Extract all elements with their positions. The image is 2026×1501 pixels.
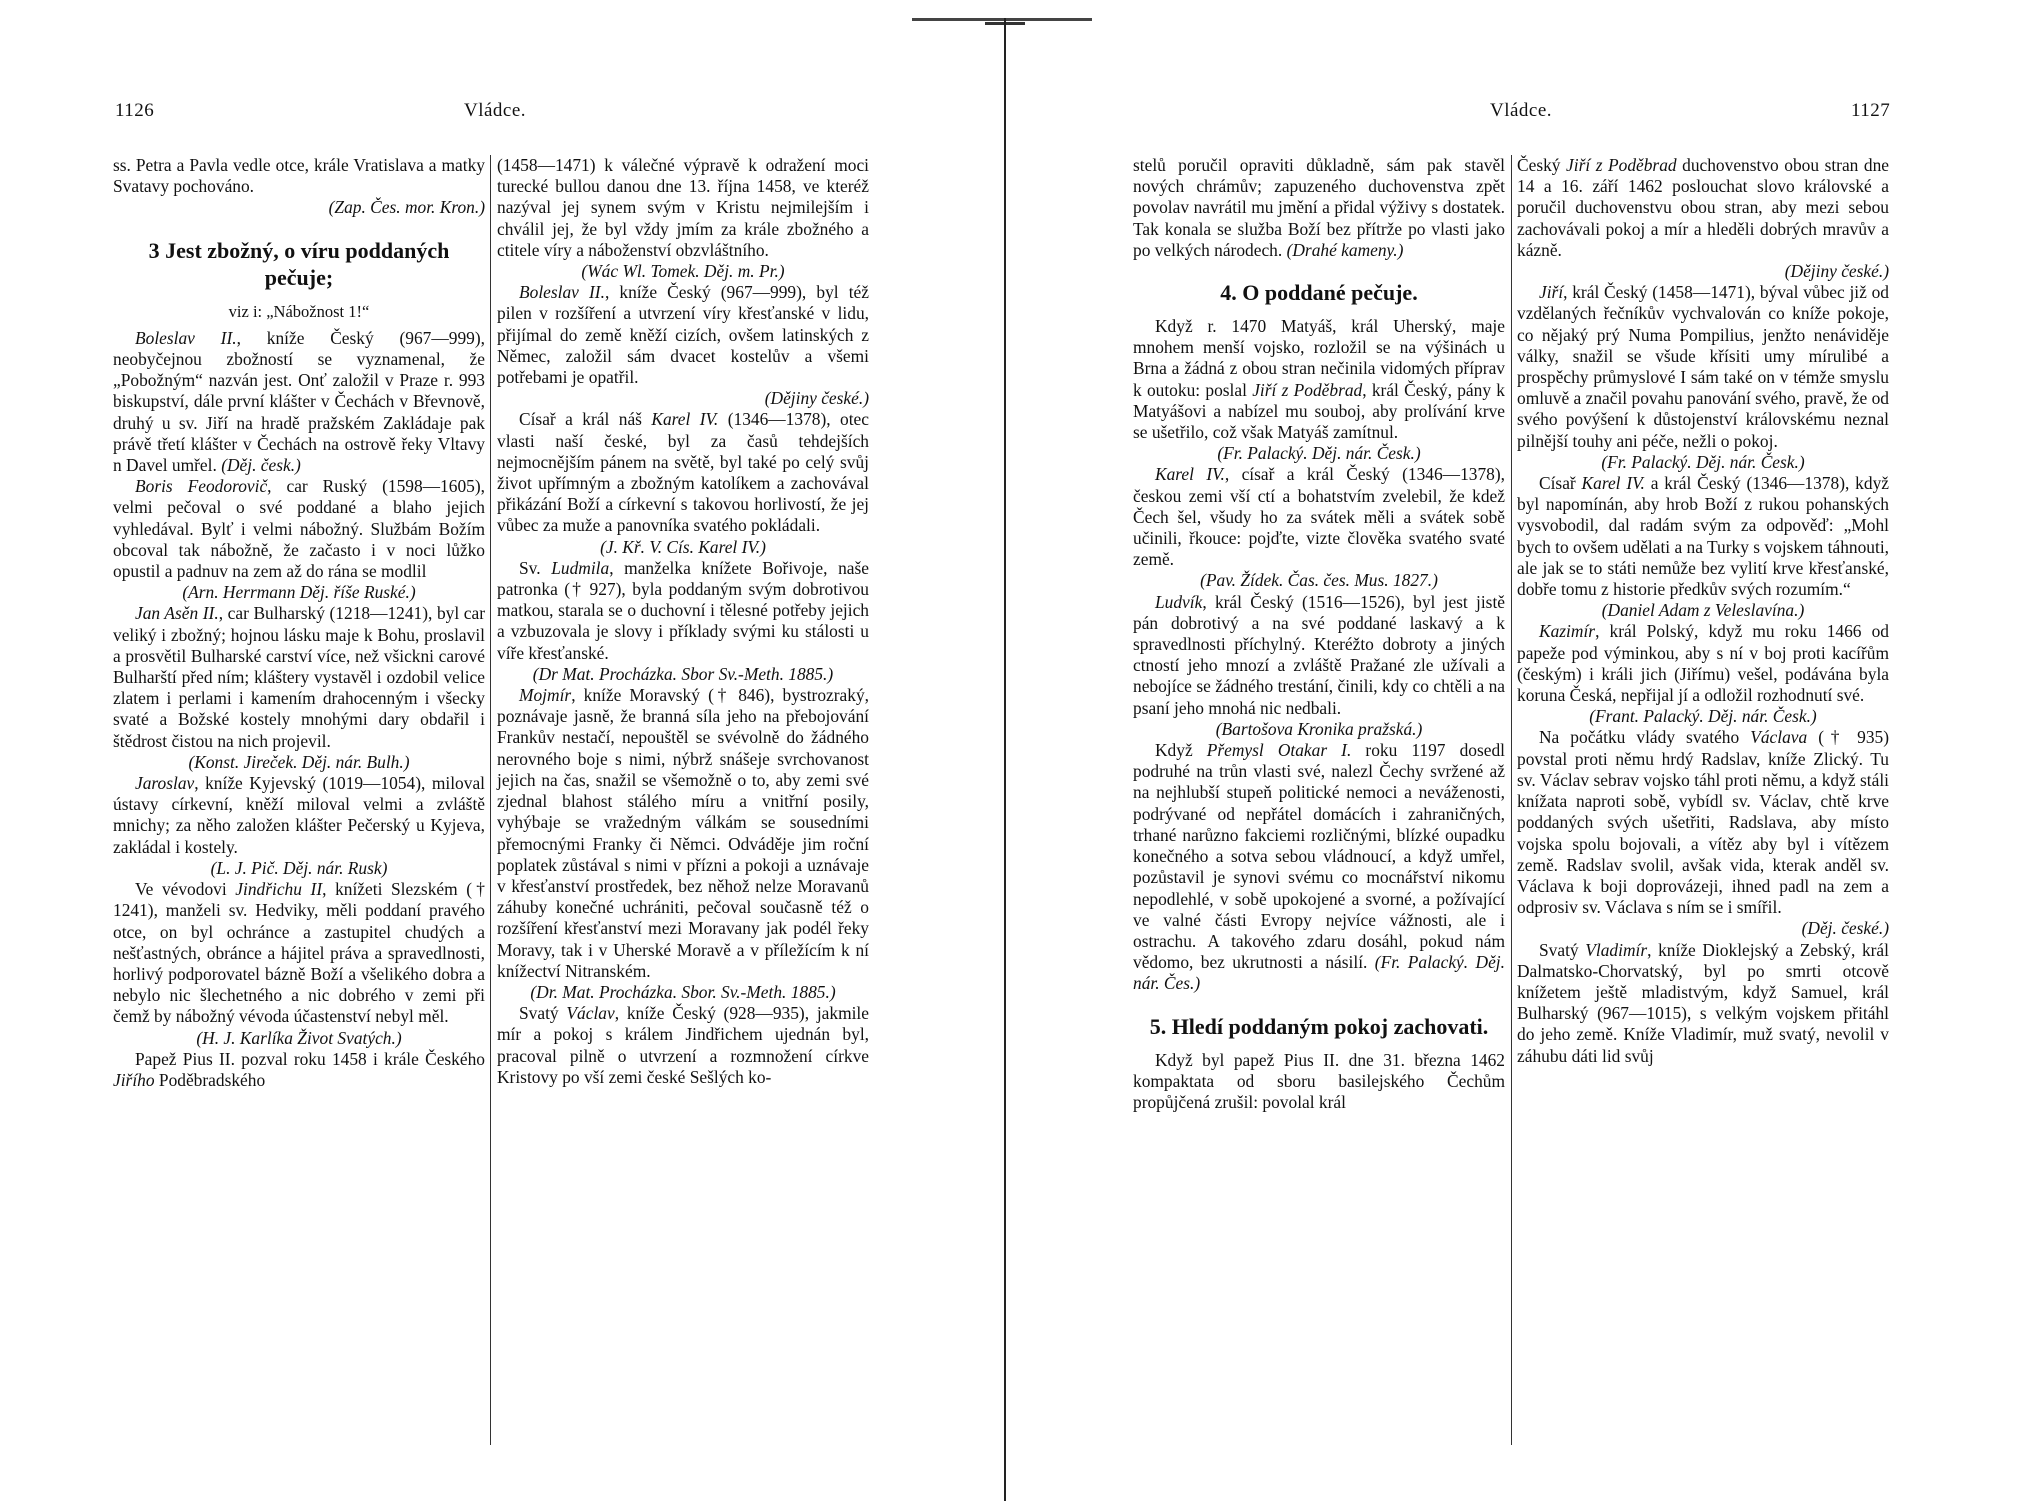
paragraph: Boleslav II., kníže Český (967—999), byl též pilen v rozšíření a utvrzení víry křesťanské v lidu, přijímal do země kněží cizích, ovšem latinských z Němec, založil sám dvacet kostelův a všemi potřebami je opatřil. xyxy=(497,282,869,388)
paragraph: Císař a král náš Karel IV. (1346—1378), otec vlasti naší české, byl za časů tehdejších nejmocnějším pánem na světě, byl také po celý svůj život upřímným a zbožným katolíkem a zachovával přikázání Boží a církevní s takovou horlivostí, že jej vůbec za muže a panovníka svatého pokládali. xyxy=(497,409,869,536)
paragraph: Císař Karel IV. a král Český (1346—1378), když byl napomínán, aby hrob Boží z rukou pohanských vysvobodil, dal radám svým za odpověď: „Mohl bych to ovšem udělati a na Turky s vojskem táhnouti, ale jak se to státi nemůže bez vylití krve křesťanské, dobře tomu z historie předkův svých rozumím.“ xyxy=(1517,473,1889,600)
paragraph: Když Přemysl Otakar I. roku 1197 dosedl podruhé na trůn vlasti své, nalezl Čechy svržené až na nejhlubší stupeň politické nemoci a neváženosti, podrývané od nepřátel domácích i zahraničných, trhané narůzno fakciemi rozličnými, blízké oupadku konečného a sotva sebou vládnoucí, a když umřel, pozůstavil je synovi svému co mocnářství nikomu nepodlehlé, v sobě upokojené a svorné, a požívající ve valné části Evropy nejvíce vážnosti, ale i ostrachu. A takového zdaru dosáhl, pokud nám vědomo, bez ukrutnosti a násilí. (Fr. Palacký. Děj. nár. Čes.) xyxy=(1133,740,1505,994)
paragraph: Papež Pius II. pozval roku 1458 i krále Českého Jiřího Poděbradského xyxy=(113,1048,485,1090)
left-page xyxy=(0,0,1000,1501)
running-head: Vládce. xyxy=(464,100,527,121)
source-citation: (Konst. Jireček. Děj. nár. Bulh.) xyxy=(188,751,410,772)
paragraph: Když r. 1470 Matyáš, král Uherský, maje mnohem menší vojsko, rozložil se na výšinách u Brna a žádná z obou stran nečinila vidomých příprav k outoku: poslal Jiří z Poděbrad, král Český, pány k Matyášovi a nabízel mu souboj, aby prolívání krve se ušetřilo, což však Matyáš zamítnul. xyxy=(1133,316,1506,443)
right-page xyxy=(1005,0,2026,1501)
paragraph: Svatý Vladimír, kníže Dioklejský a Zebský, král Dalmatsko-Chorvatský, byl po smrti otcově knížetem ještě mladistvým, když Samuel, král Bulharský (967—1015), s velkým vojskem přitáhl do jeho země. Kníže Vladimír, muž svatý, nevolil v záhubu dáti lid svůj xyxy=(1517,939,1889,1066)
paragraph: Český Jiří z Poděbrad duchovenstvo obou stran dne 14 a 16. září 1462 poslouchat slovo královské a poručil duchovenstvu obou stran, aby mezi sebou zachovávali pokoj a mír a hleděli dobrých mravův a kázně. xyxy=(1517,155,1890,260)
source-citation: (Frant. Palacký. Děj. nár. Česk.) xyxy=(1589,706,1817,727)
left-page-column-1 xyxy=(113,155,485,1091)
source-citation: (J. Kř. V. Cís. Karel IV.) xyxy=(600,536,766,557)
paragraph: Boris Feodorovič, car Ruský (1598—1605), velmi pečoval o své poddané a blaho jejich vyhledával. Bylť i velmi nábožný. Službám Božím obcoval tak nábožně, že začasto i v noci lůžko opustil a padnuv na zem až do rána se modlil xyxy=(113,476,485,582)
paragraph: stelů poručil opraviti důkladně, sám pak stavěl nových chrámův; zapuzeného duchovenstva zpět povolav navrátil mu jmění a přidal výživy s dostatek. Tak konala se služba Boží bez přítrže po vlasti jako po velkých národech. (Drahé kameny.) xyxy=(1133,155,1505,260)
page-number: 1126 xyxy=(115,100,155,121)
section-heading: 4. O poddané pečuje. xyxy=(1220,280,1418,306)
paragraph: Jiří, král Český (1458—1471), býval vůbec již od vzdělaných řečníkův vychvalován co kníže pokoje, co nějaký prý Numa Pompilius, jenžto nenáviděje války, snažil se všude křísiti umy mírulibé a prospěchy průmyslové I sám také on v témže smyslu omluvě a značil povahu panování svého, pravě, že od svého povýšení k důstojenství královskému neznal pilnější touhy ani péče, nežli o pokoj. xyxy=(1517,282,1889,451)
right-page-column-2 xyxy=(1517,155,1889,1067)
paragraph: Jan Asěn II., car Bulharský (1218—1241), byl car veliký i zbožný; hojnou lásku maje k Bohu, proslavil a prosvětil Bulharské carství více, než všickni carové Bulharští před ním; kláštery vystavěl i ozdobil velice zlatem i perlami i kamením drahocenným i všecky svaté a Božské kostely mnohými dary obdařil i štědrost čistou na nich projevil. xyxy=(113,603,486,751)
source-citation: (Bartošova Kronika pražská.) xyxy=(1215,718,1423,739)
section-heading: 3 Jest zbožný, o víru poddaných pečuje; xyxy=(148,237,450,290)
paragraph: Boleslav II., kníže Český (967—999), neobyčejnou zbožností se vyznamenal, že „Pobožným“ nazván jest. Onť založil v Praze r. 993 biskupství, dále první klášter v Čechách v Břevnově, druhý u sv. Jiří na hradě pražském Zakládaje pak právě třetí klášter v Čechách na ostrově řeky Vltavy n Davel umřel. (Děj. česk.) xyxy=(113,327,485,476)
paragraph: ss. Petra a Pavla vedle otce, krále Vratislava a matky Svatavy pochováno. xyxy=(113,155,485,197)
paragraph: Karel IV., císař a král Český (1346—1378), českou zemi vší ctí a bohatstvím zvelebil, že kdež Čech šel, všudy ho za svátek měli a svátek sobě učinili, řkouce: pojďte, vizte člověka svatého svaté země. xyxy=(1133,464,1505,570)
left-page-column-2 xyxy=(497,155,869,1088)
paragraph: Ludvík, král Český (1516—1526), byl jest jistě pán dobrotivý a na své poddané laskavý a k spravedlnosti příchylný. Kteréžto dobroty a jiných ctností jeho mnozí a zvláště Pražané zle užívali a nebojíce se žádného trestání, činili, kdy co chtěli a na psaní jeho mnohá nic nedbali. xyxy=(1133,591,1505,718)
source-citation: (Wác Wl. Tomek. Děj. m. Pr.) xyxy=(581,261,785,282)
source-citation: (Dr. Mat. Procházka. Sbor. Sv.-Meth. 1885.) xyxy=(530,981,836,1002)
source-citation: (Daniel Adam z Veleslavína.) xyxy=(1601,600,1805,621)
source-citation: (Fr. Palacký. Děj. nár. Česk.) xyxy=(1601,451,1805,472)
paragraph: Jaroslav, kníže Kyjevský (1019—1054), miloval ústavy církevní, kněží miloval velmi a zvláště mnichy; za něho založen klášter Pečerský u Kyjeva, zakládal i kostely. xyxy=(113,773,485,857)
paragraph: Když byl papež Pius II. dne 31. března 1462 kompaktata od sboru basilejského Čechům propůjčená zrušil: povolal král xyxy=(1133,1049,1505,1112)
column-divider xyxy=(490,155,491,1445)
running-head: Vládce. xyxy=(1490,100,1553,121)
source-citation: (Zap. Čes. mor. Kron.) xyxy=(328,197,485,218)
paragraph: Svatý Václav, kníže Český (928—935), jakmile mír a pokoj s králem Jindřichem ujednán byl, pracoval pilně o utvrzení a rozmnožení církve Kristovy po vší zemi české Sešlých ko- xyxy=(497,1003,869,1087)
source-citation: (Arn. Herrmann Děj. říše Ruské.) xyxy=(182,582,416,603)
source-citation: (Pav. Žídek. Čas. čes. Mus. 1827.) xyxy=(1200,570,1438,591)
source-citation: (Fr. Palacký. Děj. nár. Česk.) xyxy=(1217,443,1421,464)
right-page-column-1 xyxy=(1133,155,1505,1113)
paragraph: Ve vévodovi Jindřichu II, knížeti Slezském († 1241), manželi sv. Hedviky, měli poddaní pravého otce, on byl ochránce a zastupitel chudých a nešťastných, obránce a hájitel práva a spravedlnosti, horlivý podporovatel bázně Boží a všelikého dobra a nebylo nic šlechetného a nic dobrého v zemi při čemž by nábožný vévoda účastenství nebyl měl. xyxy=(113,879,485,1027)
page-number: 1127 xyxy=(1851,100,1891,121)
source-citation: (Dějiny české.) xyxy=(1784,261,1889,282)
section-heading: 5. Hledí poddaným pokoj zachovati. xyxy=(1149,1013,1489,1039)
paragraph: Kazimír, král Polský, když mu roku 1466 od papeže pod výminkou, aby s ní v boj proti kacířům (českým) i králi jich (Jiřímu) vešel, podávána byla koruna Česká, nepřijal jí a odložil rozhodnutí své. xyxy=(1517,621,1889,706)
source-citation: (Děj. české.) xyxy=(1801,918,1889,939)
paragraph: Mojmír, kníže Moravský († 846), bystrozraký, poznávaje jasně, že branná síla jeho na přebojování Frankův nestačí, nepouštěl se svévolně do žádného nerovného boje s nimi, nýbrž snášeje svrchovanost jejich na čas, snažil se všemožně o to, aby zemi své zjednal blahost stálého míru a vnitřní posily, vyhýbaje se vražedným válkám se sousedními přemocnými Franky či Němci. Odváděje jim roční poplatek zůstával s nimi v přízni a pokoji a uznávaje v křesťanství prostředek, bez něhož nelze Moravanů záhuby konečné uchrániti, pečoval současně též o rozšíření křesťanství mezi Moravany jak podél řeky Moravy, tak i v Uherské Moravě a v příležícím k ní knížectví Nitranském. xyxy=(497,685,869,981)
paragraph: (1458—1471) k válečné výpravě k odražení moci turecké bullou danou dne 13. října 1458, ve kteréž nazýval jej synem svým v Kristu nejmilejším i chválil jej, že byl vždy jmím za krále zbožného a ctitele víry a náboženství obzvláštního. xyxy=(497,155,869,260)
column-divider xyxy=(1511,155,1512,1445)
source-citation: (L. J. Pič. Děj. nár. Rusk) xyxy=(210,857,388,878)
source-citation: (Dějiny české.) xyxy=(764,388,869,409)
paragraph: Sv. Ludmila, manželka knížete Bořivoje, naše patronka († 927), byla poddaným svým dobrotivou matkou, starala se o duchovní i tělesné potřeby jejich a vzbuzovala je slovy i příklady svými ku stálosti u víře křesťanské. xyxy=(497,557,869,663)
paragraph: Na počátku vlády svatého Václava († 935) povstal proti němu hrdý Radslav, kníže Zlický. Tu sv. Václav sebrav vojsko táhl proti němu, a když stáli knížata naproti sobě, vybídl sv. Václav, chtě krve poddaných svých ušetřiti, Radslava, aby místo vojska spolu bojovali, a vítěz aby byl i vítězem země. Radslav svolil, avšak vida, kterak anděl sv. Václava k boji doprovázeji, ihned padl na zem a odprosiv sv. Václava s ním se i smířil. xyxy=(1517,727,1889,918)
source-citation: (Dr Mat. Procházka. Sbor Sv.-Meth. 1885.) xyxy=(532,663,834,684)
source-citation: (H. J. Karlíka Život Svatých.) xyxy=(196,1027,402,1048)
cross-reference: viz i: „Nábožnost 1!“ xyxy=(228,301,370,321)
